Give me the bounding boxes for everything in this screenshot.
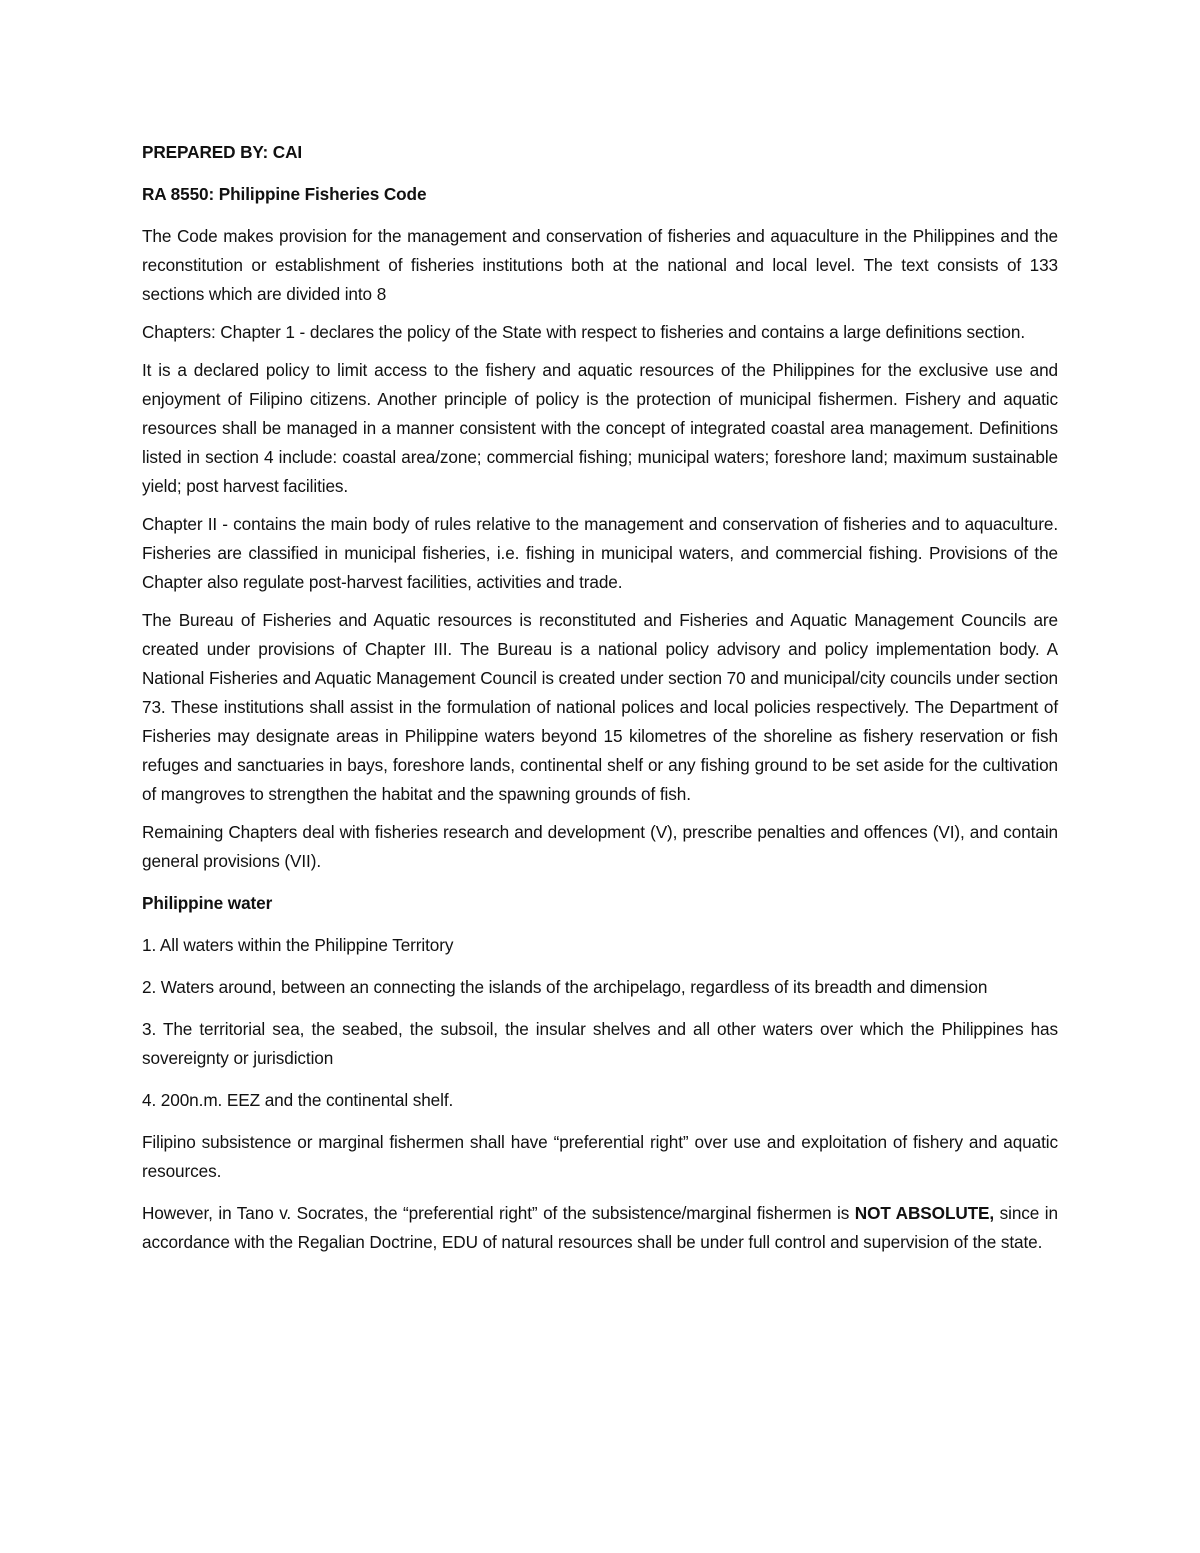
list-item: 3. The territorial sea, the seabed, the subsoil, the insular shelves and all other waters over which the Philippines has sovereignty or jurisdiction — [142, 1019, 1058, 1068]
paragraph-chapters: Chapters: Chapter 1 - declares the policy of the State with respect to fisheries and contains a large definitions section. — [142, 322, 1025, 342]
list-item: 2. Waters around, between an connecting the islands of the archipelago, regardless of its breadth and dimension — [142, 977, 988, 997]
prepared-by: PREPARED BY: CAI — [142, 142, 303, 162]
paragraph-policy: It is a declared policy to limit access to the fishery and aquatic resources of the Philippines for the exclusive use and enjoyment of Filipino citizens. Another principle of policy is the protection of municipal fishermen. Fishery and aquatic resources shall be managed in a manner consistent with the concept of integrated coastal area management. Definitions listed in section 4 include: coastal area/zone; commercial fishing; municipal waters; foreshore land; maximum sustainable yield; post harvest facilities. — [142, 360, 1058, 496]
tano-text-after: since in accordance with the Regalian Doctrine, EDU of natural resources shall be under full control and supervision of the state. — [142, 1203, 1058, 1252]
paragraph-intro: The Code makes provision for the management and conservation of fisheries and aquaculture in the Philippines and the reconstitution or establishment of fisheries institutions both at the national and local level. The text consists of 133 sections which are divided into 8 — [142, 226, 1058, 304]
not-absolute-emphasis: NOT ABSOLUTE, — [854, 1203, 995, 1223]
section-heading-philippine-water: Philippine water — [142, 893, 273, 913]
paragraph-preferential-right: Filipino subsistence or marginal fishermen shall have “preferential right” over use and exploitation of fishery and aquatic resources. — [142, 1132, 1058, 1181]
tano-text-before: However, in Tano v. Socrates, the “preferential right” of the subsistence/marginal fishermen is — [142, 1203, 855, 1223]
paragraph-remaining-chapters: Remaining Chapters deal with fisheries research and development (V), prescribe penalties and offences (VI), and contain general provisions (VII). — [142, 822, 1058, 871]
paragraph-tano-socrates — [142, 1199, 1058, 1257]
paragraph-chapter-2: Chapter II - contains the main body of rules relative to the management and conservation of fisheries and to aquaculture. Fisheries are classified in municipal fisheries, i.e. fishing in municipal waters, and commercial fishing. Provisions of the Chapter also regulate post-harvest facilities, activities and trade. — [142, 514, 1058, 592]
document-title: RA 8550: Philippine Fisheries Code — [142, 184, 427, 204]
paragraph-bureau: The Bureau of Fisheries and Aquatic resources is reconstituted and Fisheries and Aquatic Management Councils are created under provisions of Chapter III. The Bureau is a national policy advisory and policy implementation body. A National Fisheries and Aquatic Management Council is created under section 70 and municipal/city councils under section 73. These institutions shall assist in the formulation of national polices and local policies respectively. The Department of Fisheries may designate areas in Philippine waters beyond 15 kilometres of the shoreline as fishery reservation or fish refuges and sanctuaries in bays, foreshore lands, continental shelf or any fishing ground to be set aside for the cultivation of mangroves to strengthen the habitat and the spawning grounds of fish. — [142, 610, 1058, 804]
list-item: 4. 200n.m. EEZ and the continental shelf. — [142, 1090, 454, 1110]
document-page — [142, 138, 1058, 1257]
list-item: 1. All waters within the Philippine Territory — [142, 935, 454, 955]
